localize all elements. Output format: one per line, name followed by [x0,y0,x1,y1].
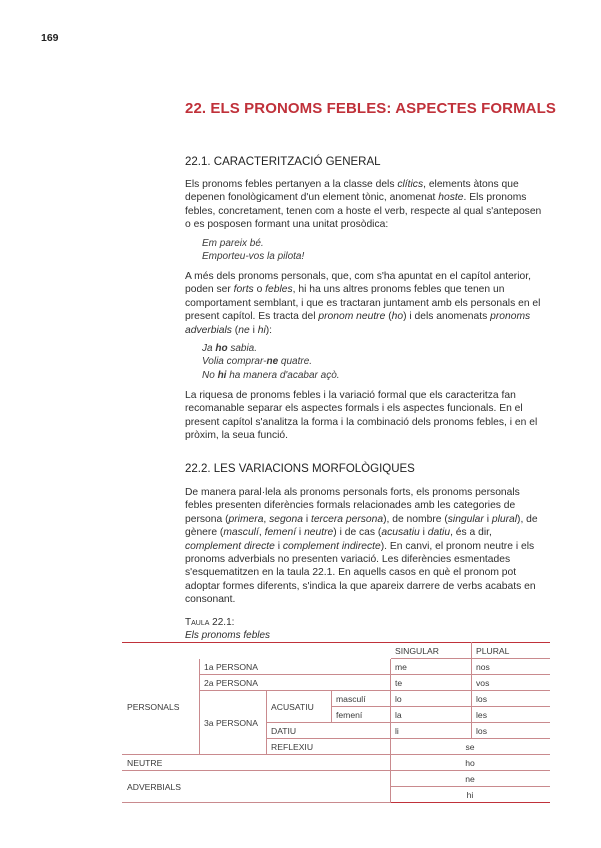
example-block-1 [202,237,304,264]
row-label-neutre: NEUTRE [123,755,391,771]
table-row [123,659,550,675]
cell-acm-plural: los [472,691,550,707]
cell-dat-plural: los [472,723,550,739]
example-line: Ja ho sabia. [202,343,258,354]
row-label-datiu: DATIU [267,723,391,739]
cell-reflexiu: se [391,739,550,755]
cell-dat-singular: li [391,723,472,739]
paragraph-1: Els pronoms febles pertanyen a la classe dels clítics, elements àtons que depenen fonològicament d'un element tònic, anomenat hoste. Els pronoms febles, concretament, tenen com a hoste el verb, respecte al qual s'anteposen o es posposen formant una unitat prosòdica: [185,179,542,231]
cell-adverbial-hi: hi [391,787,550,803]
example-block-2 [202,342,340,382]
example-line: No hi ha manera d'acabar açò. [202,369,340,381]
row-label-2a-persona: 2a PERSONA [200,675,391,691]
header-plural: PLURAL [472,643,550,659]
table-row [123,771,550,787]
cell-p2-plural: vos [472,675,550,691]
paragraph-2: A més dels pronoms personals, que, com s'ha apuntat en el capítol anterior, poden ser forts o febles, hi ha uns altres pronoms febles que tenen un comportament semblant, i que es tractaran juntament amb els personals en el present capítol. Es tracta del pronom neutre (ho) i dels anomenats pronoms adverbials (ne i hi): [185,271,541,336]
header-singular: SINGULAR [391,643,472,659]
row-label-personals: PERSONALS [123,659,200,755]
example-line: Volia comprar-ne quatre. [202,356,313,368]
example-line: Emporteu-vos la pilota! [202,251,305,263]
cell-p1-singular: me [391,659,472,675]
table-title: Els pronoms febles [185,630,271,641]
pronouns-table [122,642,550,803]
cell-acf-plural: les [472,707,550,723]
cell-acf-singular: la [391,707,472,723]
section-title-1: 22.1. CARACTERITZACIÓ GENERAL [185,156,381,168]
table-row [123,755,550,771]
row-label-3a-persona: 3a PERSONA [200,691,267,755]
table-label: Taula 22.1: [185,617,235,628]
cell-p1-plural: nos [472,659,550,675]
section-title-2: 22.2. LES VARIACIONS MORFOLÒGIQUES [185,463,415,475]
cell-neutre: ho [391,755,550,771]
row-label-femeni: femení [332,707,391,723]
example-line: Em pareix bé. [202,238,264,249]
row-label-masculi: masculí [332,691,391,707]
row-label-acusatiu: ACUSATIU [267,691,332,723]
page-number: 169 [41,32,59,44]
row-label-adverbials: ADVERBIALS [123,771,391,803]
paragraph-4: De manera paral·lela als pronoms personals forts, els pronoms personals febles presenten diferències formals relacionades amb les categories de persona (primera, segona i tercera persona), de nombre (singular i plural), de gènere (masculí, femení i neutre) i de cas (acusatiu i datiu, és a dir, complement directe i complement indirecte). En canvi, el pronom neutre i els pronoms adverbials no presenten variació. Les diferències esmentades s'esquematitzen en la taula 22.1. En aquells casos en què el pronom pot adoptar formes diferents, s'indica la que apareix darrere de verbs acabats en consonant. [185,487,538,606]
table-header-row [123,643,550,659]
cell-acm-singular: lo [391,691,472,707]
row-label-1a-persona: 1a PERSONA [200,659,391,675]
cell-adverbial-ne: ne [391,771,550,787]
cell-p2-singular: te [391,675,472,691]
row-label-reflexiu: REFLEXIU [267,739,391,755]
table-caption [185,616,270,642]
paragraph-3: La riquesa de pronoms febles i la variació formal que els caracteritza fan recomanable separar els aspectes formals i els aspectes funcionals. En el present capítol s'analitza la forma i la combinació dels pronoms febles, i en el pròxim, la seua funció. [185,390,538,442]
chapter-title: 22. ELS PRONOMS FEBLES: ASPECTES FORMALS [185,100,556,117]
